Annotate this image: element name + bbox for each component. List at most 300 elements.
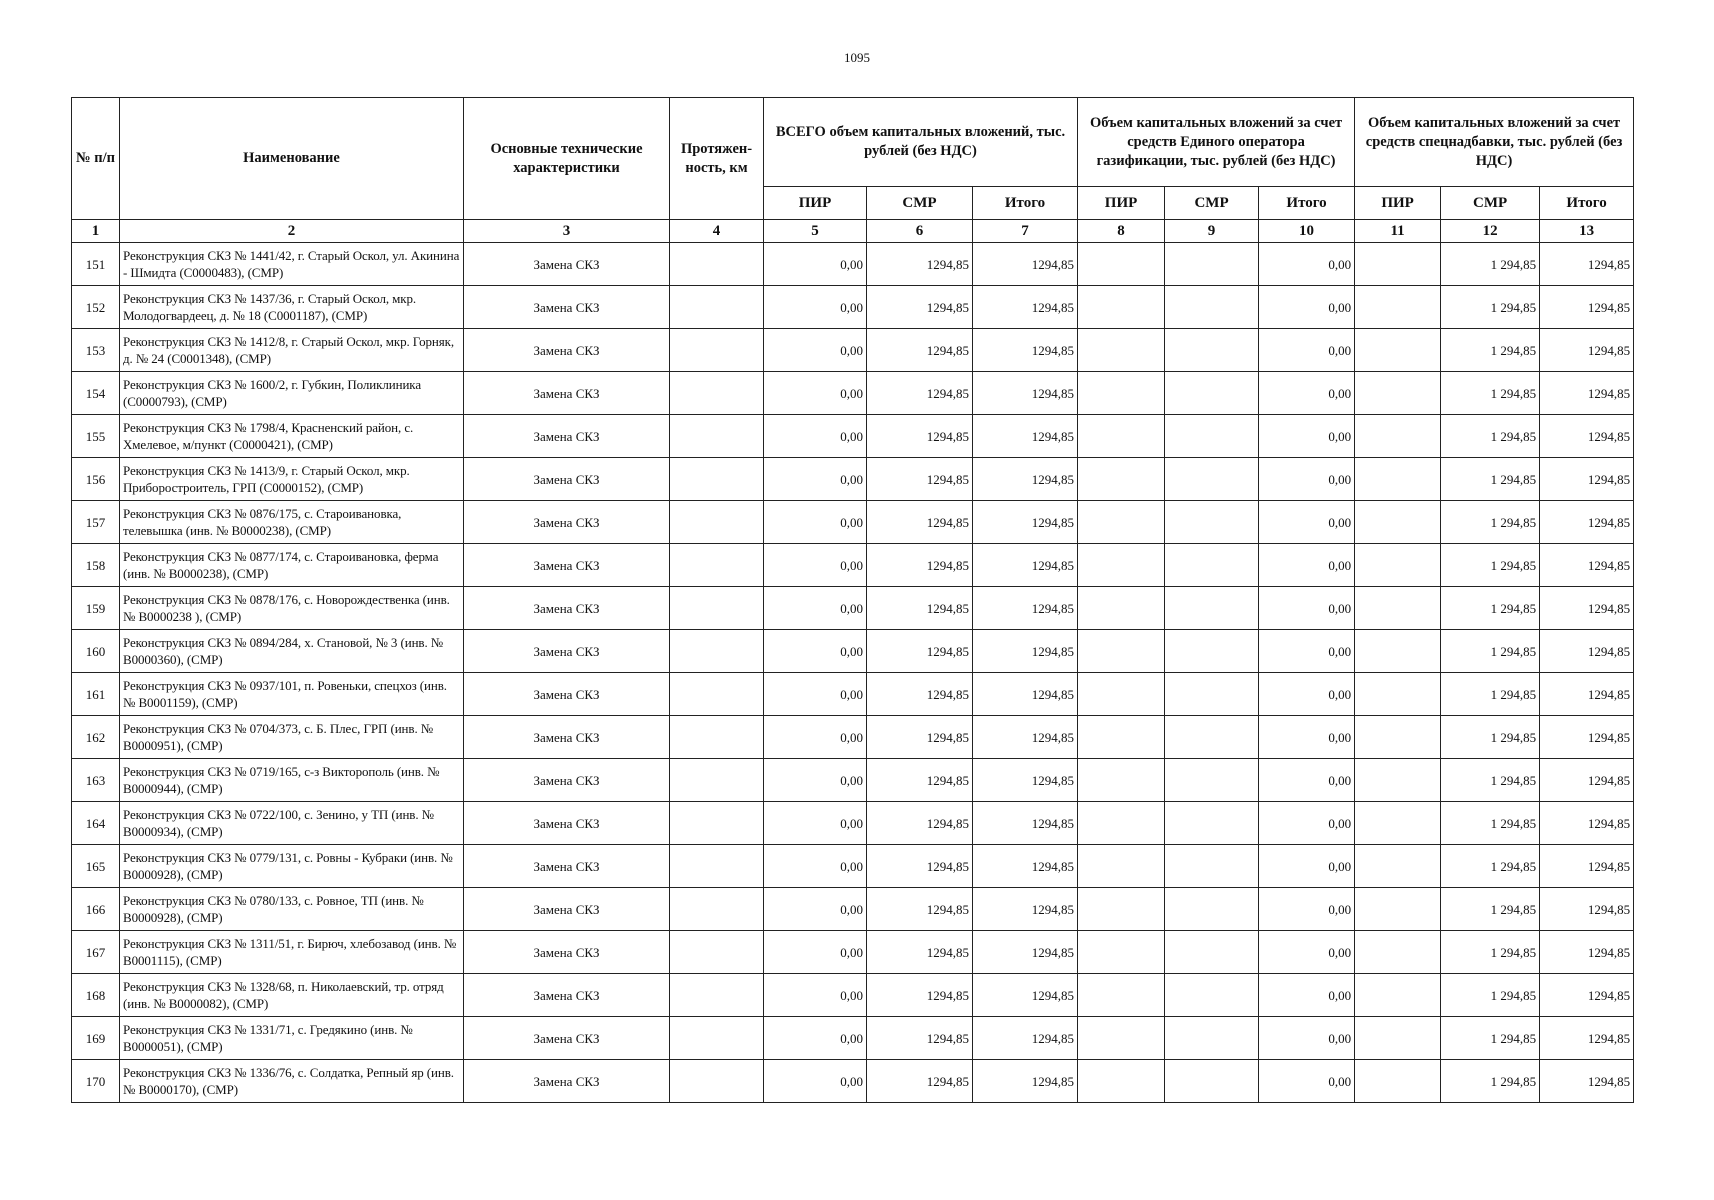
header-total-smr: СМР (867, 187, 973, 220)
row-total-smr: 1294,85 (867, 716, 973, 759)
row-tech-characteristics: Замена СКЗ (464, 802, 670, 845)
row-operator-pir (1078, 630, 1165, 673)
row-number: 157 (72, 501, 120, 544)
row-special-itogo: 1294,85 (1540, 544, 1634, 587)
row-special-pir (1355, 673, 1441, 716)
table-row (72, 888, 1634, 931)
row-special-smr: 1 294,85 (1441, 587, 1540, 630)
row-tech-characteristics: Замена СКЗ (464, 587, 670, 630)
row-length (670, 716, 764, 759)
row-special-itogo: 1294,85 (1540, 415, 1634, 458)
row-operator-smr (1165, 415, 1259, 458)
row-operator-pir (1078, 716, 1165, 759)
row-special-smr: 1 294,85 (1441, 759, 1540, 802)
row-special-smr: 1 294,85 (1441, 888, 1540, 931)
row-length (670, 372, 764, 415)
row-special-smr: 1 294,85 (1441, 630, 1540, 673)
row-operator-pir (1078, 673, 1165, 716)
row-total-smr: 1294,85 (867, 802, 973, 845)
row-special-pir (1355, 630, 1441, 673)
row-total-smr: 1294,85 (867, 329, 973, 372)
row-name: Реконструкция СКЗ № 1600/2, г. Губкин, Поликлиника (С0000793), (СМР) (120, 372, 464, 415)
row-total-itogo: 1294,85 (973, 415, 1078, 458)
row-number: 155 (72, 415, 120, 458)
row-special-pir (1355, 286, 1441, 329)
row-special-pir (1355, 845, 1441, 888)
row-special-pir (1355, 372, 1441, 415)
row-length (670, 888, 764, 931)
row-operator-itogo: 0,00 (1259, 458, 1355, 501)
col-number: 5 (764, 220, 867, 243)
row-special-itogo: 1294,85 (1540, 630, 1634, 673)
row-total-itogo: 1294,85 (973, 759, 1078, 802)
row-operator-itogo: 0,00 (1259, 243, 1355, 286)
row-operator-itogo: 0,00 (1259, 501, 1355, 544)
row-special-pir (1355, 587, 1441, 630)
row-number: 152 (72, 286, 120, 329)
row-total-itogo: 1294,85 (973, 243, 1078, 286)
row-special-pir (1355, 974, 1441, 1017)
table-row (72, 501, 1634, 544)
row-total-itogo: 1294,85 (973, 630, 1078, 673)
row-total-smr: 1294,85 (867, 630, 973, 673)
row-total-pir: 0,00 (764, 974, 867, 1017)
row-operator-smr (1165, 329, 1259, 372)
row-special-smr: 1 294,85 (1441, 802, 1540, 845)
row-total-itogo: 1294,85 (973, 329, 1078, 372)
row-special-itogo: 1294,85 (1540, 587, 1634, 630)
table-row (72, 544, 1634, 587)
row-special-smr: 1 294,85 (1441, 1060, 1540, 1103)
row-name: Реконструкция СКЗ № 1437/36, г. Старый Оскол, мкр. Молодогвардеец, д. № 18 (С0001187), (СМР) (120, 286, 464, 329)
row-special-itogo: 1294,85 (1540, 931, 1634, 974)
row-operator-itogo: 0,00 (1259, 802, 1355, 845)
row-operator-smr (1165, 587, 1259, 630)
row-total-pir: 0,00 (764, 372, 867, 415)
row-tech-characteristics: Замена СКЗ (464, 673, 670, 716)
row-total-pir: 0,00 (764, 544, 867, 587)
row-tech-characteristics: Замена СКЗ (464, 1017, 670, 1060)
row-operator-smr (1165, 630, 1259, 673)
row-special-smr: 1 294,85 (1441, 1017, 1540, 1060)
col-number: 2 (120, 220, 464, 243)
row-operator-itogo: 0,00 (1259, 630, 1355, 673)
row-tech-characteristics: Замена СКЗ (464, 974, 670, 1017)
row-operator-smr (1165, 802, 1259, 845)
row-number: 159 (72, 587, 120, 630)
row-tech-characteristics: Замена СКЗ (464, 501, 670, 544)
row-total-smr: 1294,85 (867, 888, 973, 931)
row-operator-pir (1078, 329, 1165, 372)
row-tech-characteristics: Замена СКЗ (464, 544, 670, 587)
row-total-pir: 0,00 (764, 1017, 867, 1060)
row-length (670, 286, 764, 329)
col-number: 1 (72, 220, 120, 243)
row-number: 163 (72, 759, 120, 802)
row-operator-pir (1078, 1060, 1165, 1103)
row-operator-itogo: 0,00 (1259, 759, 1355, 802)
row-special-pir (1355, 458, 1441, 501)
row-special-smr: 1 294,85 (1441, 845, 1540, 888)
col-number: 10 (1259, 220, 1355, 243)
row-total-itogo: 1294,85 (973, 845, 1078, 888)
row-special-itogo: 1294,85 (1540, 759, 1634, 802)
row-operator-smr (1165, 931, 1259, 974)
row-operator-smr (1165, 1060, 1259, 1103)
row-length (670, 974, 764, 1017)
page-number: 1095 (844, 50, 870, 65)
row-number: 167 (72, 931, 120, 974)
row-length (670, 1017, 764, 1060)
row-length (670, 630, 764, 673)
row-length (670, 458, 764, 501)
row-total-smr: 1294,85 (867, 415, 973, 458)
row-special-itogo: 1294,85 (1540, 716, 1634, 759)
row-special-itogo: 1294,85 (1540, 802, 1634, 845)
row-number: 170 (72, 1060, 120, 1103)
row-length (670, 415, 764, 458)
row-operator-itogo: 0,00 (1259, 372, 1355, 415)
row-special-pir (1355, 759, 1441, 802)
row-total-smr: 1294,85 (867, 1017, 973, 1060)
row-special-smr: 1 294,85 (1441, 673, 1540, 716)
row-total-pir: 0,00 (764, 845, 867, 888)
col-number: 8 (1078, 220, 1165, 243)
row-operator-itogo: 0,00 (1259, 1017, 1355, 1060)
row-operator-smr (1165, 759, 1259, 802)
row-special-itogo: 1294,85 (1540, 372, 1634, 415)
row-special-itogo: 1294,85 (1540, 673, 1634, 716)
table-row (72, 587, 1634, 630)
col-number: 4 (670, 220, 764, 243)
row-operator-itogo: 0,00 (1259, 845, 1355, 888)
row-special-pir (1355, 544, 1441, 587)
row-name: Реконструкция СКЗ № 0704/373, с. Б. Плес, ГРП (инв. № В0000951), (СМР) (120, 716, 464, 759)
table-row (72, 1060, 1634, 1103)
row-total-itogo: 1294,85 (973, 802, 1078, 845)
row-operator-pir (1078, 501, 1165, 544)
header-special-pir: ПИР (1355, 187, 1441, 220)
row-special-itogo: 1294,85 (1540, 1060, 1634, 1103)
row-special-itogo: 1294,85 (1540, 286, 1634, 329)
row-number: 151 (72, 243, 120, 286)
row-total-itogo: 1294,85 (973, 372, 1078, 415)
header-operator-pir: ПИР (1078, 187, 1165, 220)
row-special-smr: 1 294,85 (1441, 544, 1540, 587)
row-special-smr: 1 294,85 (1441, 716, 1540, 759)
row-special-smr: 1 294,85 (1441, 974, 1540, 1017)
col-number: 11 (1355, 220, 1441, 243)
row-total-pir: 0,00 (764, 458, 867, 501)
row-total-itogo: 1294,85 (973, 888, 1078, 931)
row-number: 168 (72, 974, 120, 1017)
row-name: Реконструкция СКЗ № 0719/165, с-з Викторополь (инв. № В0000944), (СМР) (120, 759, 464, 802)
row-total-pir: 0,00 (764, 286, 867, 329)
row-total-smr: 1294,85 (867, 587, 973, 630)
row-special-pir (1355, 931, 1441, 974)
row-total-smr: 1294,85 (867, 845, 973, 888)
row-number: 156 (72, 458, 120, 501)
row-number: 164 (72, 802, 120, 845)
row-operator-itogo: 0,00 (1259, 931, 1355, 974)
row-special-itogo: 1294,85 (1540, 243, 1634, 286)
header-special-smr: СМР (1441, 187, 1540, 220)
row-operator-smr (1165, 501, 1259, 544)
row-total-smr: 1294,85 (867, 544, 973, 587)
row-number: 162 (72, 716, 120, 759)
row-number: 160 (72, 630, 120, 673)
row-operator-itogo: 0,00 (1259, 415, 1355, 458)
row-operator-smr (1165, 544, 1259, 587)
row-total-itogo: 1294,85 (973, 1017, 1078, 1060)
row-special-smr: 1 294,85 (1441, 329, 1540, 372)
row-total-smr: 1294,85 (867, 931, 973, 974)
row-length (670, 845, 764, 888)
table-row (72, 1017, 1634, 1060)
row-tech-characteristics: Замена СКЗ (464, 372, 670, 415)
row-special-pir (1355, 716, 1441, 759)
row-name: Реконструкция СКЗ № 1336/76, с. Солдатка, Репный яр (инв. № В0000170), (СМР) (120, 1060, 464, 1103)
column-number-row (72, 220, 1634, 243)
row-total-smr: 1294,85 (867, 974, 973, 1017)
row-total-pir: 0,00 (764, 888, 867, 931)
row-operator-pir (1078, 243, 1165, 286)
row-operator-itogo: 0,00 (1259, 286, 1355, 329)
row-operator-pir (1078, 759, 1165, 802)
header-length: Протяжен-ность, км (670, 98, 764, 220)
row-name: Реконструкция СКЗ № 0780/133, с. Ровное, ТП (инв. № В0000928), (СМР) (120, 888, 464, 931)
table-row (72, 286, 1634, 329)
row-special-itogo: 1294,85 (1540, 888, 1634, 931)
row-operator-smr (1165, 974, 1259, 1017)
table-row (72, 243, 1634, 286)
col-number: 7 (973, 220, 1078, 243)
header-name: Наименование (120, 98, 464, 220)
row-total-pir: 0,00 (764, 931, 867, 974)
row-operator-smr (1165, 286, 1259, 329)
row-tech-characteristics: Замена СКЗ (464, 243, 670, 286)
row-total-pir: 0,00 (764, 673, 867, 716)
row-special-itogo: 1294,85 (1540, 974, 1634, 1017)
row-operator-itogo: 0,00 (1259, 673, 1355, 716)
table-row (72, 458, 1634, 501)
row-operator-smr (1165, 458, 1259, 501)
row-total-pir: 0,00 (764, 716, 867, 759)
row-name: Реконструкция СКЗ № 0876/175, с. Староивановка, телевышка (инв. № В0000238), (СМР) (120, 501, 464, 544)
row-total-itogo: 1294,85 (973, 587, 1078, 630)
header-total-group: ВСЕГО объем капитальных вложений, тыс. рублей (без НДС) (764, 98, 1078, 187)
row-length (670, 759, 764, 802)
row-length (670, 1060, 764, 1103)
row-number: 166 (72, 888, 120, 931)
row-special-smr: 1 294,85 (1441, 931, 1540, 974)
row-operator-pir (1078, 286, 1165, 329)
row-total-pir: 0,00 (764, 759, 867, 802)
row-tech-characteristics: Замена СКЗ (464, 716, 670, 759)
row-operator-pir (1078, 931, 1165, 974)
row-total-smr: 1294,85 (867, 243, 973, 286)
investment-table (71, 97, 1634, 1103)
row-operator-smr (1165, 673, 1259, 716)
row-tech-characteristics: Замена СКЗ (464, 845, 670, 888)
table-row (72, 802, 1634, 845)
row-operator-pir (1078, 888, 1165, 931)
row-name: Реконструкция СКЗ № 1412/8, г. Старый Оскол, мкр. Горняк, д. № 24 (С0001348), (СМР) (120, 329, 464, 372)
row-special-smr: 1 294,85 (1441, 501, 1540, 544)
table-row (72, 415, 1634, 458)
row-name: Реконструкция СКЗ № 0937/101, п. Ровеньки, спецхоз (инв. № В0001159), (СМР) (120, 673, 464, 716)
row-special-itogo: 1294,85 (1540, 501, 1634, 544)
row-tech-characteristics: Замена СКЗ (464, 888, 670, 931)
row-special-pir (1355, 243, 1441, 286)
row-name: Реконструкция СКЗ № 0878/176, с. Новорождественка (инв. № В0000238 ), (СМР) (120, 587, 464, 630)
row-total-pir: 0,00 (764, 587, 867, 630)
row-total-itogo: 1294,85 (973, 673, 1078, 716)
row-total-pir: 0,00 (764, 501, 867, 544)
row-operator-smr (1165, 1017, 1259, 1060)
row-total-itogo: 1294,85 (973, 501, 1078, 544)
row-special-pir (1355, 415, 1441, 458)
row-operator-pir (1078, 458, 1165, 501)
header-special-itogo: Итого (1540, 187, 1634, 220)
row-total-itogo: 1294,85 (973, 286, 1078, 329)
table-row (72, 673, 1634, 716)
row-special-pir (1355, 1017, 1441, 1060)
row-number: 153 (72, 329, 120, 372)
row-total-pir: 0,00 (764, 243, 867, 286)
row-length (670, 329, 764, 372)
row-total-itogo: 1294,85 (973, 716, 1078, 759)
row-name: Реконструкция СКЗ № 1328/68, п. Николаевский, тр. отряд (инв. № В0000082), (СМР) (120, 974, 464, 1017)
row-total-smr: 1294,85 (867, 372, 973, 415)
row-tech-characteristics: Замена СКЗ (464, 329, 670, 372)
row-operator-smr (1165, 716, 1259, 759)
row-number: 154 (72, 372, 120, 415)
row-name: Реконструкция СКЗ № 1331/71, с. Гредякино (инв. № В0000051), (СМР) (120, 1017, 464, 1060)
row-operator-itogo: 0,00 (1259, 1060, 1355, 1103)
row-tech-characteristics: Замена СКЗ (464, 759, 670, 802)
row-tech-characteristics: Замена СКЗ (464, 931, 670, 974)
row-special-pir (1355, 888, 1441, 931)
row-name: Реконструкция СКЗ № 0877/174, с. Староивановка, ферма (инв. № В0000238), (СМР) (120, 544, 464, 587)
row-total-smr: 1294,85 (867, 501, 973, 544)
header-operator-group: Объем капитальных вложений за счет средств Единого оператора газификации, тыс. рублей (без НДС) (1078, 98, 1355, 187)
row-special-itogo: 1294,85 (1540, 845, 1634, 888)
row-number: 161 (72, 673, 120, 716)
row-special-smr: 1 294,85 (1441, 415, 1540, 458)
row-total-pir: 0,00 (764, 630, 867, 673)
row-operator-pir (1078, 587, 1165, 630)
row-special-itogo: 1294,85 (1540, 329, 1634, 372)
row-name: Реконструкция СКЗ № 1798/4, Красненский район, с. Хмелевое, м/пункт (С0000421), (СМР) (120, 415, 464, 458)
row-tech-characteristics: Замена СКЗ (464, 630, 670, 673)
row-operator-pir (1078, 544, 1165, 587)
row-length (670, 501, 764, 544)
row-number: 169 (72, 1017, 120, 1060)
table-row (72, 372, 1634, 415)
row-total-itogo: 1294,85 (973, 931, 1078, 974)
row-total-smr: 1294,85 (867, 286, 973, 329)
row-total-itogo: 1294,85 (973, 544, 1078, 587)
row-total-pir: 0,00 (764, 1060, 867, 1103)
row-operator-itogo: 0,00 (1259, 974, 1355, 1017)
header-operator-smr: СМР (1165, 187, 1259, 220)
row-operator-pir (1078, 845, 1165, 888)
row-operator-itogo: 0,00 (1259, 587, 1355, 630)
row-name: Реконструкция СКЗ № 1441/42, г. Старый Оскол, ул. Акинина - Шмидта (С0000483), (СМР) (120, 243, 464, 286)
row-length (670, 931, 764, 974)
table-row (72, 759, 1634, 802)
col-number: 13 (1540, 220, 1634, 243)
header-total-itogo: Итого (973, 187, 1078, 220)
row-length (670, 673, 764, 716)
header-special-group: Объем капитальных вложений за счет средств спецнадбавки, тыс. рублей (без НДС) (1355, 98, 1634, 187)
row-operator-pir (1078, 372, 1165, 415)
header-num: № п/п (72, 98, 120, 220)
row-operator-pir (1078, 415, 1165, 458)
row-number: 165 (72, 845, 120, 888)
col-number: 6 (867, 220, 973, 243)
row-special-pir (1355, 501, 1441, 544)
col-number: 9 (1165, 220, 1259, 243)
row-special-pir (1355, 1060, 1441, 1103)
row-special-smr: 1 294,85 (1441, 372, 1540, 415)
row-name: Реконструкция СКЗ № 1311/51, г. Бирюч, хлебозавод (инв. № В0001115), (СМР) (120, 931, 464, 974)
row-operator-itogo: 0,00 (1259, 716, 1355, 759)
header-operator-itogo: Итого (1259, 187, 1355, 220)
row-total-pir: 0,00 (764, 415, 867, 458)
row-total-smr: 1294,85 (867, 673, 973, 716)
row-total-pir: 0,00 (764, 802, 867, 845)
row-operator-itogo: 0,00 (1259, 329, 1355, 372)
row-operator-smr (1165, 243, 1259, 286)
col-number: 3 (464, 220, 670, 243)
row-special-itogo: 1294,85 (1540, 1017, 1634, 1060)
row-total-itogo: 1294,85 (973, 1060, 1078, 1103)
row-name: Реконструкция СКЗ № 0779/131, с. Ровны - Кубраки (инв. № В0000928), (СМР) (120, 845, 464, 888)
row-length (670, 587, 764, 630)
row-name: Реконструкция СКЗ № 0722/100, с. Зенино, у ТП (инв. № В0000934), (СМР) (120, 802, 464, 845)
row-special-smr: 1 294,85 (1441, 458, 1540, 501)
row-total-pir: 0,00 (764, 329, 867, 372)
table-row (72, 630, 1634, 673)
row-operator-pir (1078, 802, 1165, 845)
row-special-pir (1355, 329, 1441, 372)
row-name: Реконструкция СКЗ № 1413/9, г. Старый Оскол, мкр. Приборостроитель, ГРП (С0000152), (СМР) (120, 458, 464, 501)
header-total-pir: ПИР (764, 187, 867, 220)
row-length (670, 544, 764, 587)
row-operator-itogo: 0,00 (1259, 888, 1355, 931)
row-tech-characteristics: Замена СКЗ (464, 458, 670, 501)
row-operator-smr (1165, 888, 1259, 931)
row-special-pir (1355, 802, 1441, 845)
row-name: Реконструкция СКЗ № 0894/284, х. Становой, № 3 (инв. № В0000360), (СМР) (120, 630, 464, 673)
table-row (72, 329, 1634, 372)
row-special-itogo: 1294,85 (1540, 458, 1634, 501)
table-row (72, 845, 1634, 888)
row-operator-smr (1165, 372, 1259, 415)
col-number: 12 (1441, 220, 1540, 243)
row-total-smr: 1294,85 (867, 1060, 973, 1103)
row-tech-characteristics: Замена СКЗ (464, 286, 670, 329)
table-row (72, 716, 1634, 759)
row-total-smr: 1294,85 (867, 458, 973, 501)
row-special-smr: 1 294,85 (1441, 286, 1540, 329)
row-tech-characteristics: Замена СКЗ (464, 415, 670, 458)
row-length (670, 243, 764, 286)
row-total-itogo: 1294,85 (973, 458, 1078, 501)
row-tech-characteristics: Замена СКЗ (464, 1060, 670, 1103)
